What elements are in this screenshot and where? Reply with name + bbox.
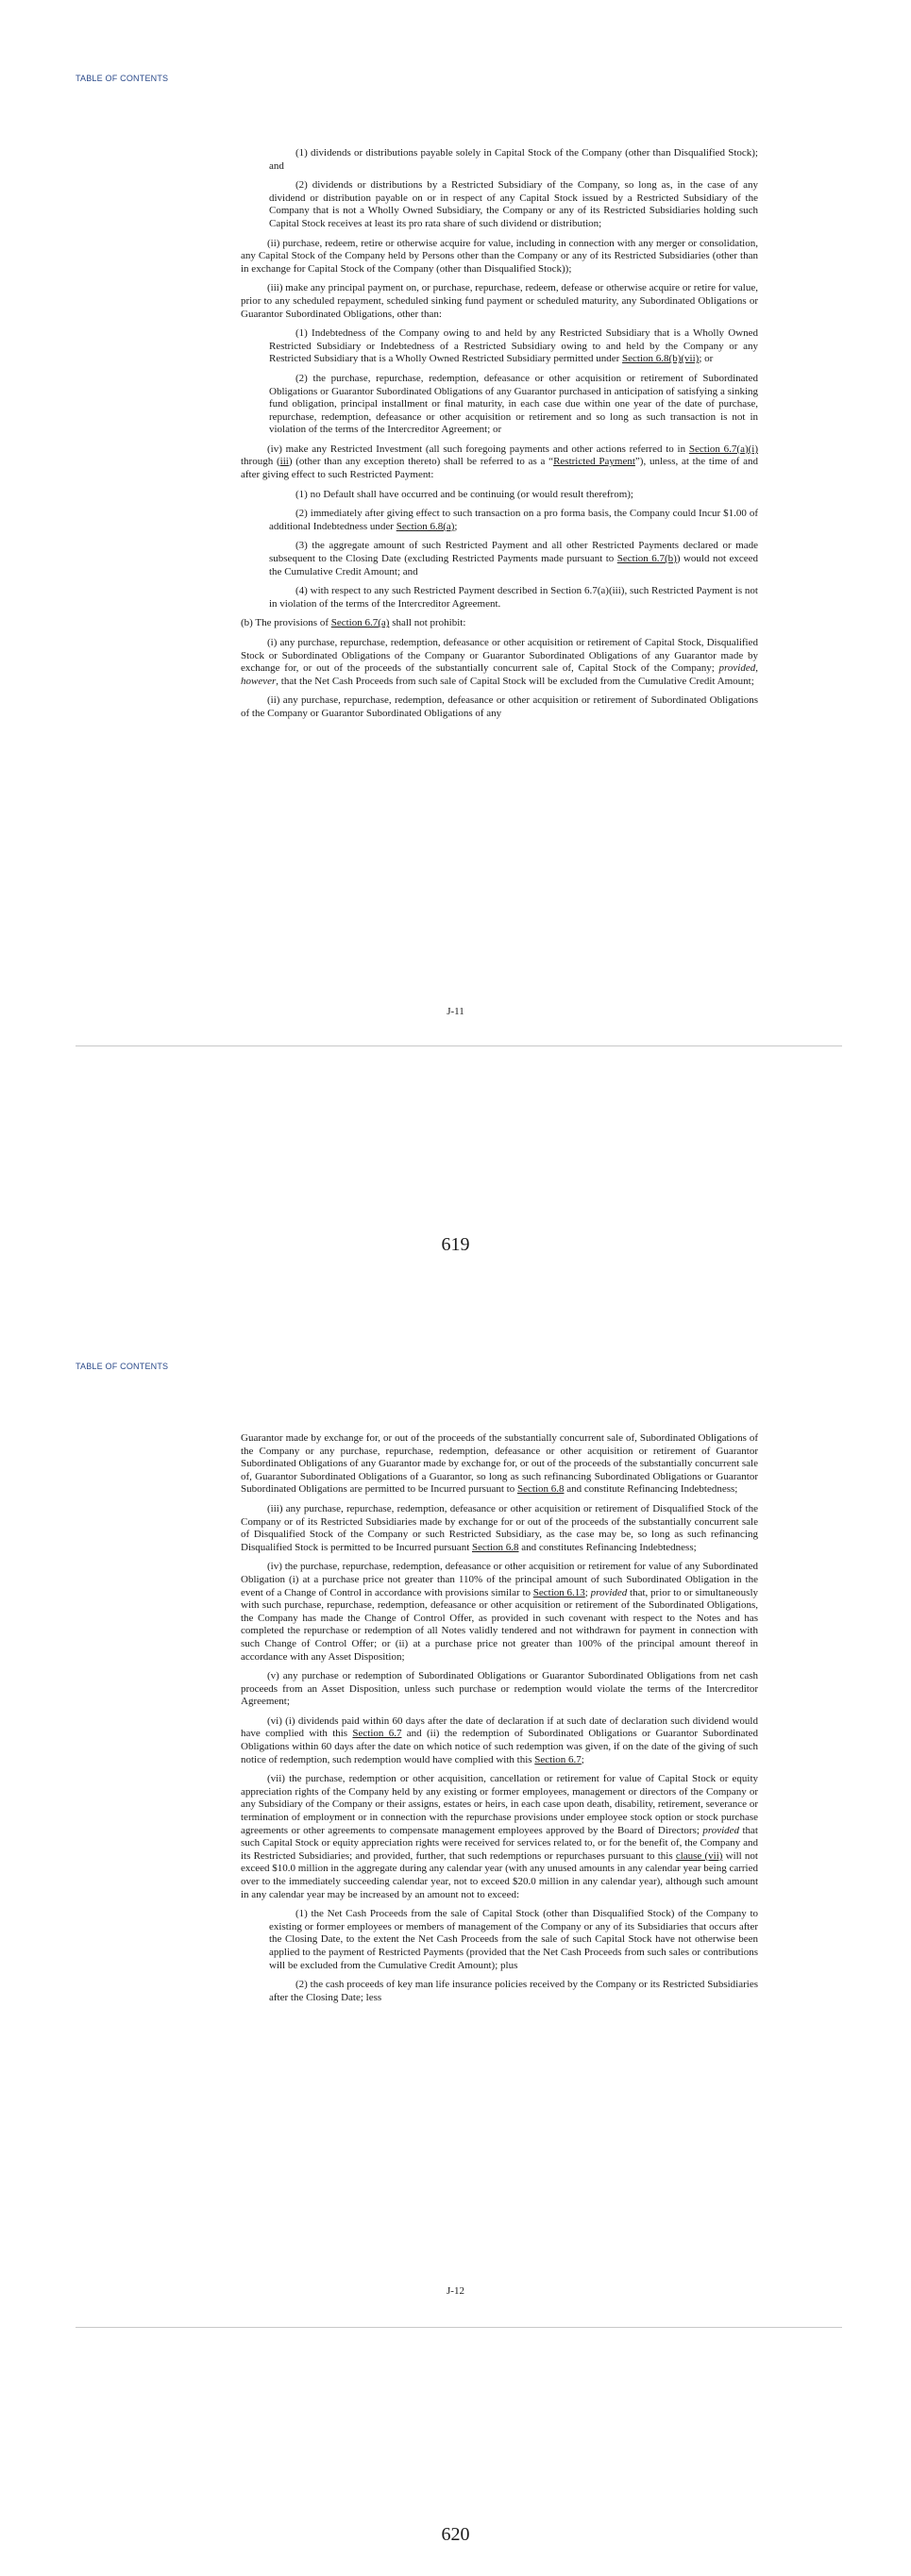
- paragraph: (3) the aggregate amount of such Restricted Payment and all other Restricted Payments declared or made subsequent to the Closing Date (excluding Restricted Payments made pursuant to Section 6.7(b)) would not exceed the Cumulative Credit Amount; and: [269, 540, 759, 577]
- section-reference-link[interactable]: Section 6.7(a): [330, 617, 390, 629]
- paragraph: (ii) any purchase, repurchase, redemption, defeasance or other acquisition or retirement of Subordinated Obligations of the Company or Guarantor Subordinated Obligations of any: [241, 694, 758, 719]
- table-of-contents-link[interactable]: TABLE OF CONTENTS: [76, 74, 169, 83]
- paragraph: (i) any purchase, repurchase, redemption, defeasance or other acquisition or retirement of Capital Stock, Disqualified Stock or Subordinated Obligations of the Company or Guarantor Subordinated Obligations of any Guarantor made by exchange for, or out of the proceeds of the substantially concurrent sale of, Capital Stock of the Company; provided, however, that the Net Cash Proceeds from such sale of Capital Stock will be excluded from the Cumulative Credit Amount;: [241, 637, 758, 687]
- paragraph: (iv) make any Restricted Investment (all such foregoing payments and other actions referred to in Section 6.7(a)(i) through (iii) (other than any exception thereto) shall be referred to as a “Restricted Payment”), unless, at the time of and after giving effect to such Restricted Payment:: [241, 443, 758, 481]
- paragraph: (vii) the purchase, redemption or other acquisition, cancellation or retirement for value of Capital Stock or equity appreciation rights of the Company held by any existing or former employees, management or directors of the Company or any Subsidiary of the Company or their assigns, estates or heirs, in each case upon death, disability, retirement, severance or termination of employment or in connection with the repurchase provisions under employee stock option or stock purchase agreements or other agreements to compensate management employees approved by the Board of Directors; provided that such Capital Stock or equity appreciation rights were received for services related to, or for the benefit of, the Company and its Restricted Subsidiaries; and provided, further, that such redemptions or repurchases pursuant to this clause (vii) will not exceed $10.0 million in the aggregate during any calendar year (with any unused amounts in any calendar year being carried over to the immediately succeeding calendar year, not to exceed $20.0 million in any calendar year), although such amount in any calendar year may be increased by an amount not to exceed:: [241, 1773, 758, 1900]
- table-of-contents-link[interactable]: TABLE OF CONTENTS: [76, 1362, 169, 1371]
- page-footer: J-11: [447, 1006, 464, 1017]
- page-footer: J-12: [447, 2285, 464, 2297]
- page-divider: [76, 1045, 842, 1046]
- defined-term-link[interactable]: Restricted Payment: [553, 456, 635, 468]
- paragraph: (1) dividends or distributions payable solely in Capital Stock of the Company (other than Disqualified Stock); and: [269, 147, 758, 172]
- paragraph: (v) any purchase or redemption of Subordinated Obligations or Guarantor Subordinated Obligations from net cash proceeds from an Asset Disposition, unless such purchase or redemption would violate the terms of the Intercreditor Agreement;: [241, 1670, 758, 1708]
- paragraph: (1) Indebtedness of the Company owing to and held by any Restricted Subsidiary that is a Wholly Owned Restricted Subsidiary or Indebtedness of a Restricted Subsidiary owing to and held by the Company or any Restricted Subsidiary that is a Wholly Owned Restricted Subsidiary permitted under Section 6.8(b)(vii); or: [269, 327, 758, 365]
- section-reference-link[interactable]: Section 6.7: [352, 1728, 402, 1740]
- paragraph: (1) the Net Cash Proceeds from the sale of Capital Stock (other than Disqualified Stock) of the Company to existing or former employees or members of management of the Company or any of its Subsidiaries that occurs after the Closing Date, to the extent the Net Cash Proceeds from the sale of such Capital Stock have not otherwise been applied to the payment of Restricted Payments (provided that the Net Cash Proceeds from such sales or contributions will be excluded from the Cumulative Credit Amount); plus: [269, 1908, 758, 1971]
- section-reference-link[interactable]: Section 6.8(a): [396, 520, 455, 532]
- paragraph: (2) the cash proceeds of key man life insurance policies received by the Company or its Restricted Subsidiaries after the Closing Date; less: [269, 1979, 758, 2003]
- section-reference-link[interactable]: Section 6.7(b): [616, 553, 677, 565]
- page-620-body: [241, 1432, 758, 2011]
- paragraph: Guarantor made by exchange for, or out of the proceeds of the substantially concurrent sale of, Subordinated Obligations of the Company or any purchase, repurchase, redemption, defeasance or other acquisition or retirement of Guarantor Subordinated Obligations of any Guarantor made by exchange for, or out of the proceeds of the substantially concurrent sale of, Guarantor Subordinated Obligations of a Guarantor, so long as such refinancing Subordinated Obligations or Guarantor Subordinated Obligations are permitted to be Incurred pursuant to Section 6.8 and constitute Refinancing Indebtedness;: [241, 1432, 758, 1496]
- paragraph: (1) no Default shall have occurred and be continuing (or would result therefrom);: [295, 488, 633, 500]
- paragraph: (iv) the purchase, repurchase, redemption, defeasance or other acquisition or retirement for value of any Subordinated Obligation (i) at a purchase price not greater than 110% of the principal amount of such Subordinated Obligation in the event of a Change of Control in accordance with provisions similar to Section 6.13; provided that, prior to or simultaneously with such purchase, repurchase, redemption, defeasance or other acquisition or retirement of the Subordinated Obligations, the Company has made the Change of Control Offer, as provided in such covenant with respect to the Notes and has completed the repurchase or redemption of all Notes validly tendered and not withdrawn for payment in connection with such Change of Control Offer; or (ii) at a purchase price not greater than 100% of the principal amount thereof in accordance with any Asset Disposition;: [241, 1561, 759, 1663]
- section-reference-link[interactable]: Section 6.8: [516, 1483, 565, 1496]
- page-619-body: [241, 147, 758, 728]
- paragraph: (2) the purchase, repurchase, redemption, defeasance or other acquisition or retirement of Subordinated Obligations or Guarantor Subordinated Obligations of any Guarantor purchased in anticipation of satisfying a sinking fund obligation, principal installment or final maturity, in each case due within one year of the date of purchase, repurchase, redemption, defeasance or other acquisition or retirement and so long as such transaction is not in violation of the terms of the Intercreditor Agreement; or: [269, 372, 758, 436]
- page-divider: [76, 2327, 842, 2328]
- section-reference-link[interactable]: Section 6.7: [534, 1753, 582, 1765]
- section-reference-link[interactable]: iii: [279, 456, 289, 468]
- paragraph: (2) dividends or distributions by a Restricted Subsidiary of the Company, so long as, in the case of any dividend or distribution payable on or in respect of any Capital Stock issued by a Restricted Subsidiary of the Company that is not a Wholly Owned Subsidiary, the Company or any of its Restricted Subsidiaries holding such Capital Stock receives at least its pro rata share of such dividend or distribution;: [269, 179, 758, 229]
- page-number: 620: [441, 2524, 470, 2545]
- paragraph: (2) immediately after giving effect to such transaction on a pro forma basis, the Company could Incur $1.00 of additional Indebtedness under Section 6.8(a);: [269, 508, 758, 532]
- paragraph: (4) with respect to any such Restricted Payment described in Section 6.7(a)(iii), such Restricted Payment is not in violation of the terms of the Intercreditor Agreement.: [269, 585, 758, 610]
- paragraph: (ii) purchase, redeem, retire or otherwise acquire for value, including in connection with any merger or consolidation, any Capital Stock of the Company held by Persons other than the Company or any of its Restricted Subsidiaries (other than in exchange for Capital Stock of the Company (other than Disqualified Stock));: [241, 237, 758, 275]
- page-number: 619: [441, 1234, 470, 1255]
- paragraph: (iii) any purchase, repurchase, redemption, defeasance or other acquisition or retirement of Disqualified Stock of the Company or of its Restricted Subsidiaries made by exchange for or out of the proceeds of the substantially concurrent sale of Disqualified Stock of the Company or such Restricted Subsidiary, as the case may be, so long as such refinancing Disqualified Stock is permitted to be Incurred pursuant Section 6.8 and constitutes Refinancing Indebtedness;: [241, 1502, 758, 1553]
- clause-reference-link[interactable]: clause (vii): [675, 1849, 723, 1862]
- paragraph: (b) The provisions of Section 6.7(a) shall not prohibit:: [241, 617, 466, 629]
- section-reference-link[interactable]: Section 6.8: [472, 1541, 519, 1553]
- paragraph: (vi) (i) dividends paid within 60 days after the date of declaration if at such date of declaration such dividend would have complied with this Section 6.7 and (ii) the redemption of Subordinated Obligations or Guarantor Subordinated Obligations within 60 days after the date on which notice of such redemption was given, if on the date of the giving of such notice of redemption, such redemption would have complied with this Section 6.7;: [241, 1715, 759, 1765]
- section-reference-link[interactable]: Section 6.13: [532, 1586, 585, 1598]
- section-reference-link[interactable]: Section 6.7(a)(i): [688, 443, 758, 455]
- section-reference-link[interactable]: Section 6.8(b)(vii): [622, 353, 700, 365]
- paragraph: (iii) make any principal payment on, or purchase, repurchase, redeem, defease or otherwise acquire or retire for value, prior to any scheduled repayment, scheduled sinking fund payment or scheduled maturity, any Subordinated Obligations or Guarantor Subordinated Obligations, other than:: [241, 282, 758, 320]
